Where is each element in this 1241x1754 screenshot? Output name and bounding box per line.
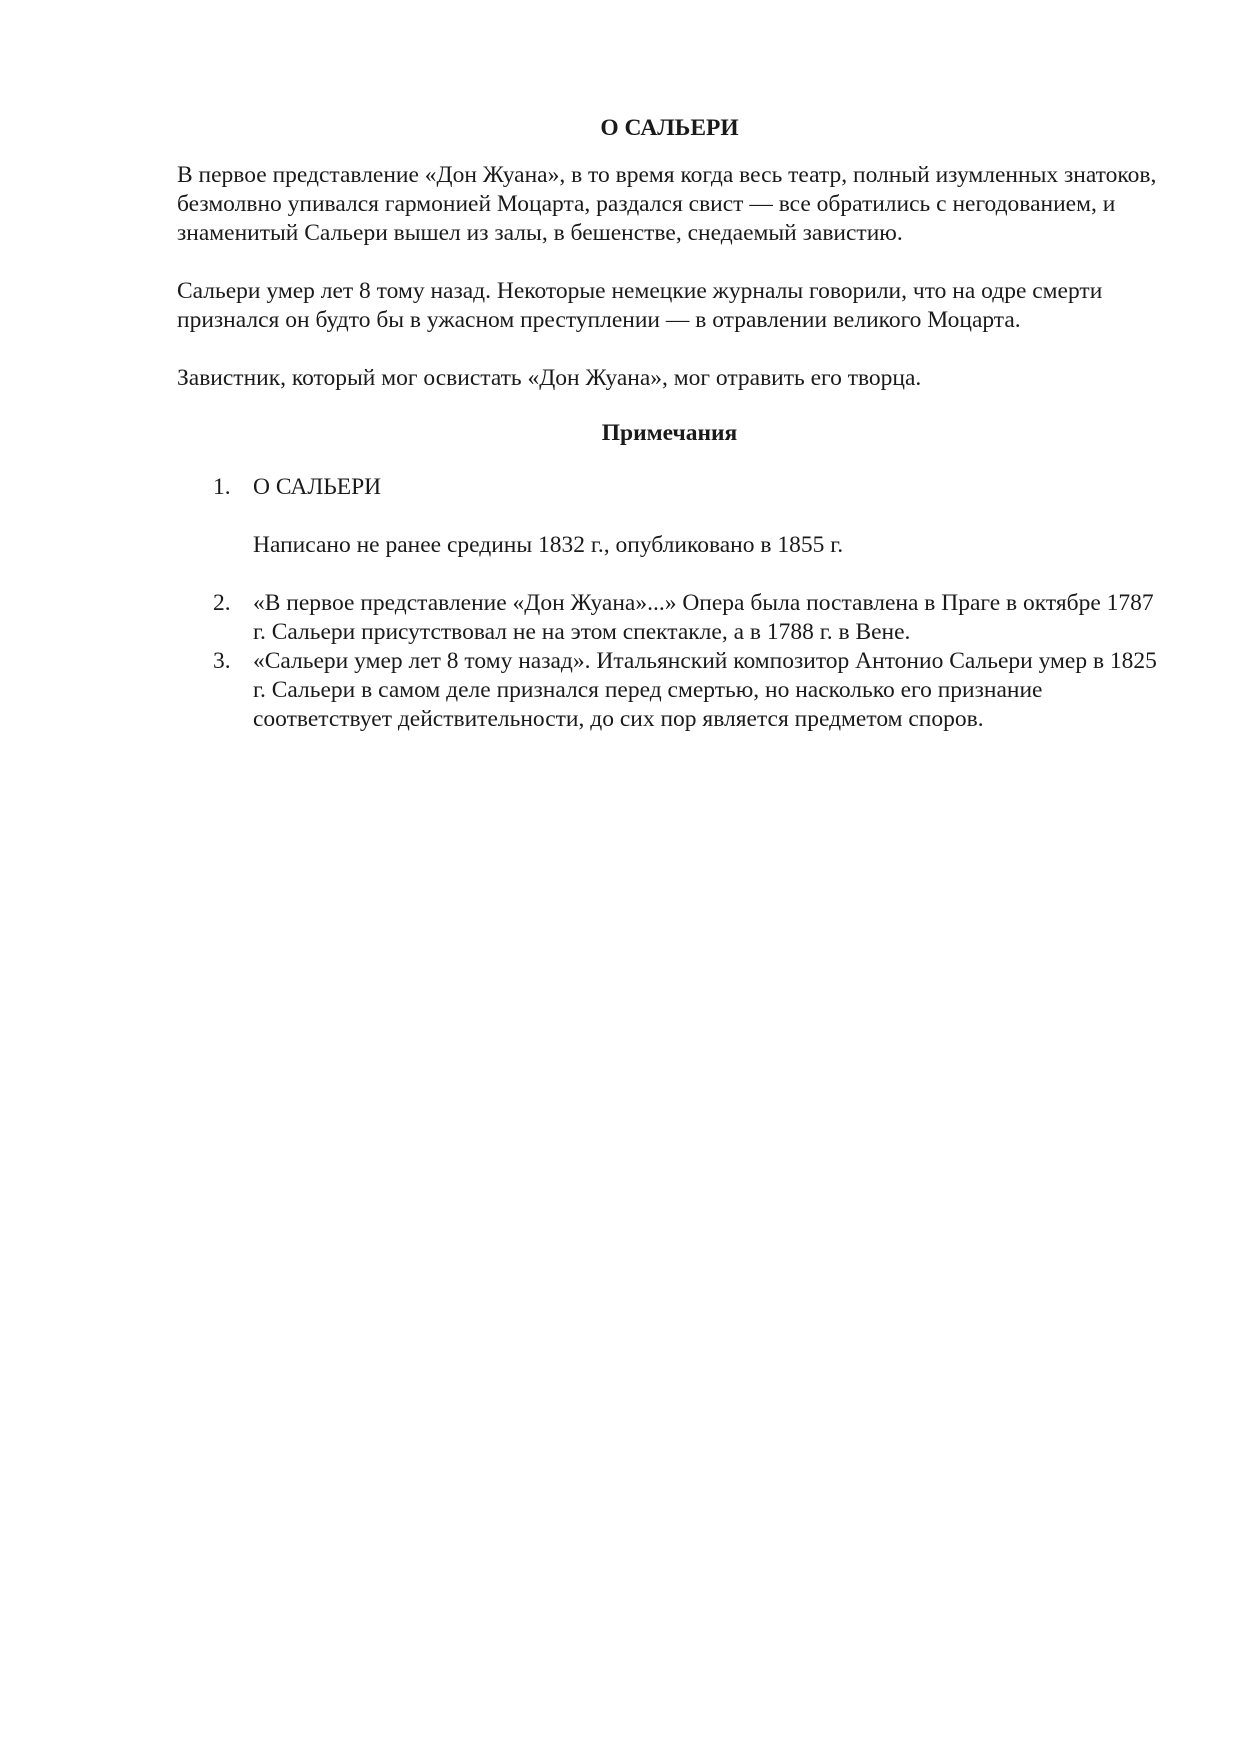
note-detail: Написано не ранее средины 1832 г., опубликовано в 1855 г. bbox=[253, 532, 844, 558]
document-title: О САЛЬЕРИ bbox=[600, 115, 739, 141]
notes-heading: Примечания bbox=[601, 420, 738, 446]
note-item-1 bbox=[177, 473, 1162, 560]
paragraph-3: Завистник, который мог освистать «Дон Жуана», мог отравить его творца. bbox=[177, 365, 922, 391]
note-text: «В первое представление «Дон Жуана»...» Опера была поставлена в Праге в октябре 1787 г. Сальери присутствовал не на этом спектакле, а в 1788 г. в Вене. bbox=[253, 590, 1154, 645]
note-number: 3. bbox=[213, 648, 231, 674]
paragraph-2: Сальери умер лет 8 тому назад. Некоторые немецкие журналы говорили, что на одре смерти признался он будто бы в ужасном преступлении — в отравлении великого Моцарта. bbox=[177, 278, 1103, 333]
note-text: «Сальери умер лет 8 тому назад». Итальянский композитор Антонио Сальери умер в 1825 г. Сальери в самом деле признался перед смертью, но насколько его признание соответствует действительности, до сих пор является предметом споров. bbox=[253, 648, 1157, 732]
document-body bbox=[177, 113, 1162, 734]
notes-list bbox=[177, 473, 1162, 734]
paragraph-1: В первое представление «Дон Жуана», в то время когда весь театр, полный изумленных знатоков, безмолвно упивался гармонией Моцарта, раздался свист — все обратились с негодованием, и знаменитый Сальери вышел из залы, в бешенстве, снедаемый завистию. bbox=[177, 162, 1157, 246]
note-item-3 bbox=[177, 647, 1162, 734]
note-title: О САЛЬЕРИ bbox=[253, 474, 382, 500]
note-number: 1. bbox=[213, 474, 231, 500]
note-number: 2. bbox=[213, 590, 231, 616]
note-item-2 bbox=[177, 589, 1162, 647]
